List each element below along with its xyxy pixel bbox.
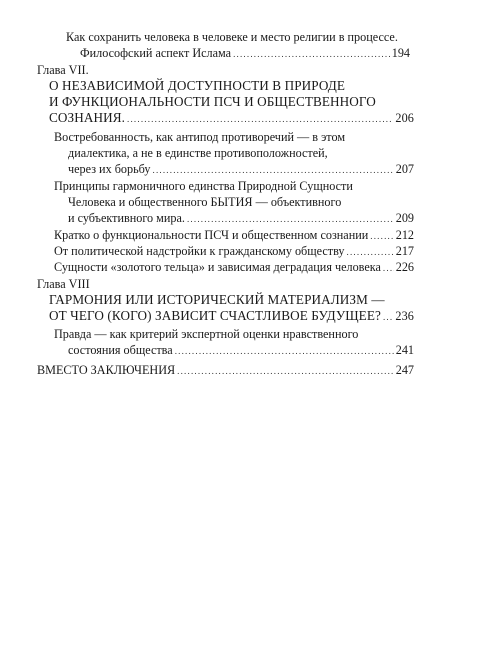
page-number: 209 <box>395 211 414 225</box>
toc-entry-text: Философский аспект Ислама <box>80 46 232 60</box>
toc-heading: СОЗНАНИЯ. <box>49 110 126 125</box>
page-number: 194 <box>391 46 410 60</box>
toc-entry <box>68 161 414 178</box>
toc-entry-text: состояния общества <box>68 343 173 357</box>
page-number: 206 <box>395 111 414 125</box>
toc-entry <box>68 210 414 227</box>
dot-leader <box>187 211 394 227</box>
toc-entry <box>54 259 414 276</box>
toc-heading: О НЕЗАВИСИМОЙ ДОСТУПНОСТИ В ПРИРОДЕ <box>49 78 346 93</box>
toc-entry <box>68 342 414 359</box>
chapter-label: Глава VII. <box>37 63 89 77</box>
page-number: 236 <box>395 309 414 323</box>
page-number: 207 <box>395 162 414 176</box>
toc-entry-text: Правда — как критерий экспертной оценки нравственного <box>54 327 359 341</box>
dot-leader <box>177 363 394 379</box>
toc-entry-text: От политической надстройки к гражданскому обществу <box>54 244 345 258</box>
toc-entry-text: Как сохранить человека в человеке и место религии в процессе. <box>66 30 398 44</box>
dot-leader <box>383 309 393 325</box>
toc-entry-text: Сущности «золотого тельца» и зависимая деградация человека <box>54 260 381 274</box>
toc-entry-text: Кратко о функциональности ПСЧ и общественном сознании <box>54 228 369 242</box>
page-number: 217 <box>395 244 414 258</box>
toc-entry-text: Принципы гармоничного единства Природной Сущности <box>54 179 353 193</box>
page-number: 241 <box>395 343 414 357</box>
toc-heading: ГАРМОНИЯ ИЛИ ИСТОРИЧЕСКИЙ МАТЕРИАЛИЗМ — <box>49 292 385 307</box>
toc-heading: И ФУНКЦИОНАЛЬНОСТИ ПСЧ И ОБЩЕСТВЕННОГО <box>49 94 376 109</box>
toc-entry <box>80 45 410 62</box>
toc-entry <box>37 362 414 379</box>
dot-leader <box>127 111 393 127</box>
toc-entry <box>54 227 414 244</box>
toc-heading: ОТ ЧЕГО (КОГО) ЗАВИСИТ СЧАСТЛИВОЕ БУДУЩЕЕ? <box>49 308 381 323</box>
dot-leader <box>233 46 390 62</box>
page-number: 226 <box>395 260 414 274</box>
dot-leader <box>347 244 394 260</box>
toc-entry <box>49 308 414 325</box>
toc-entry <box>54 243 414 260</box>
toc-entry-text: Человека и общественного БЫТИЯ — объективного <box>68 195 342 209</box>
dot-leader <box>175 343 394 359</box>
chapter-label: Глава VIII <box>37 277 90 291</box>
dot-leader <box>383 260 394 276</box>
toc-entry-text: диалектика, а не в единстве противоположностей, <box>68 146 328 160</box>
toc-entry <box>49 110 414 127</box>
dot-leader <box>370 228 393 244</box>
dot-leader <box>153 162 394 178</box>
toc-entry-text: ВМЕСТО ЗАКЛЮЧЕНИЯ <box>37 363 176 377</box>
toc-entry-text: и субъективного мира. <box>68 211 185 225</box>
toc-entry-text: через их борьбу <box>68 162 151 176</box>
page-number: 247 <box>395 363 414 377</box>
toc-entry-text: Востребованность, как антипод противоречий — в этом <box>54 130 346 144</box>
page-number: 212 <box>395 228 414 242</box>
